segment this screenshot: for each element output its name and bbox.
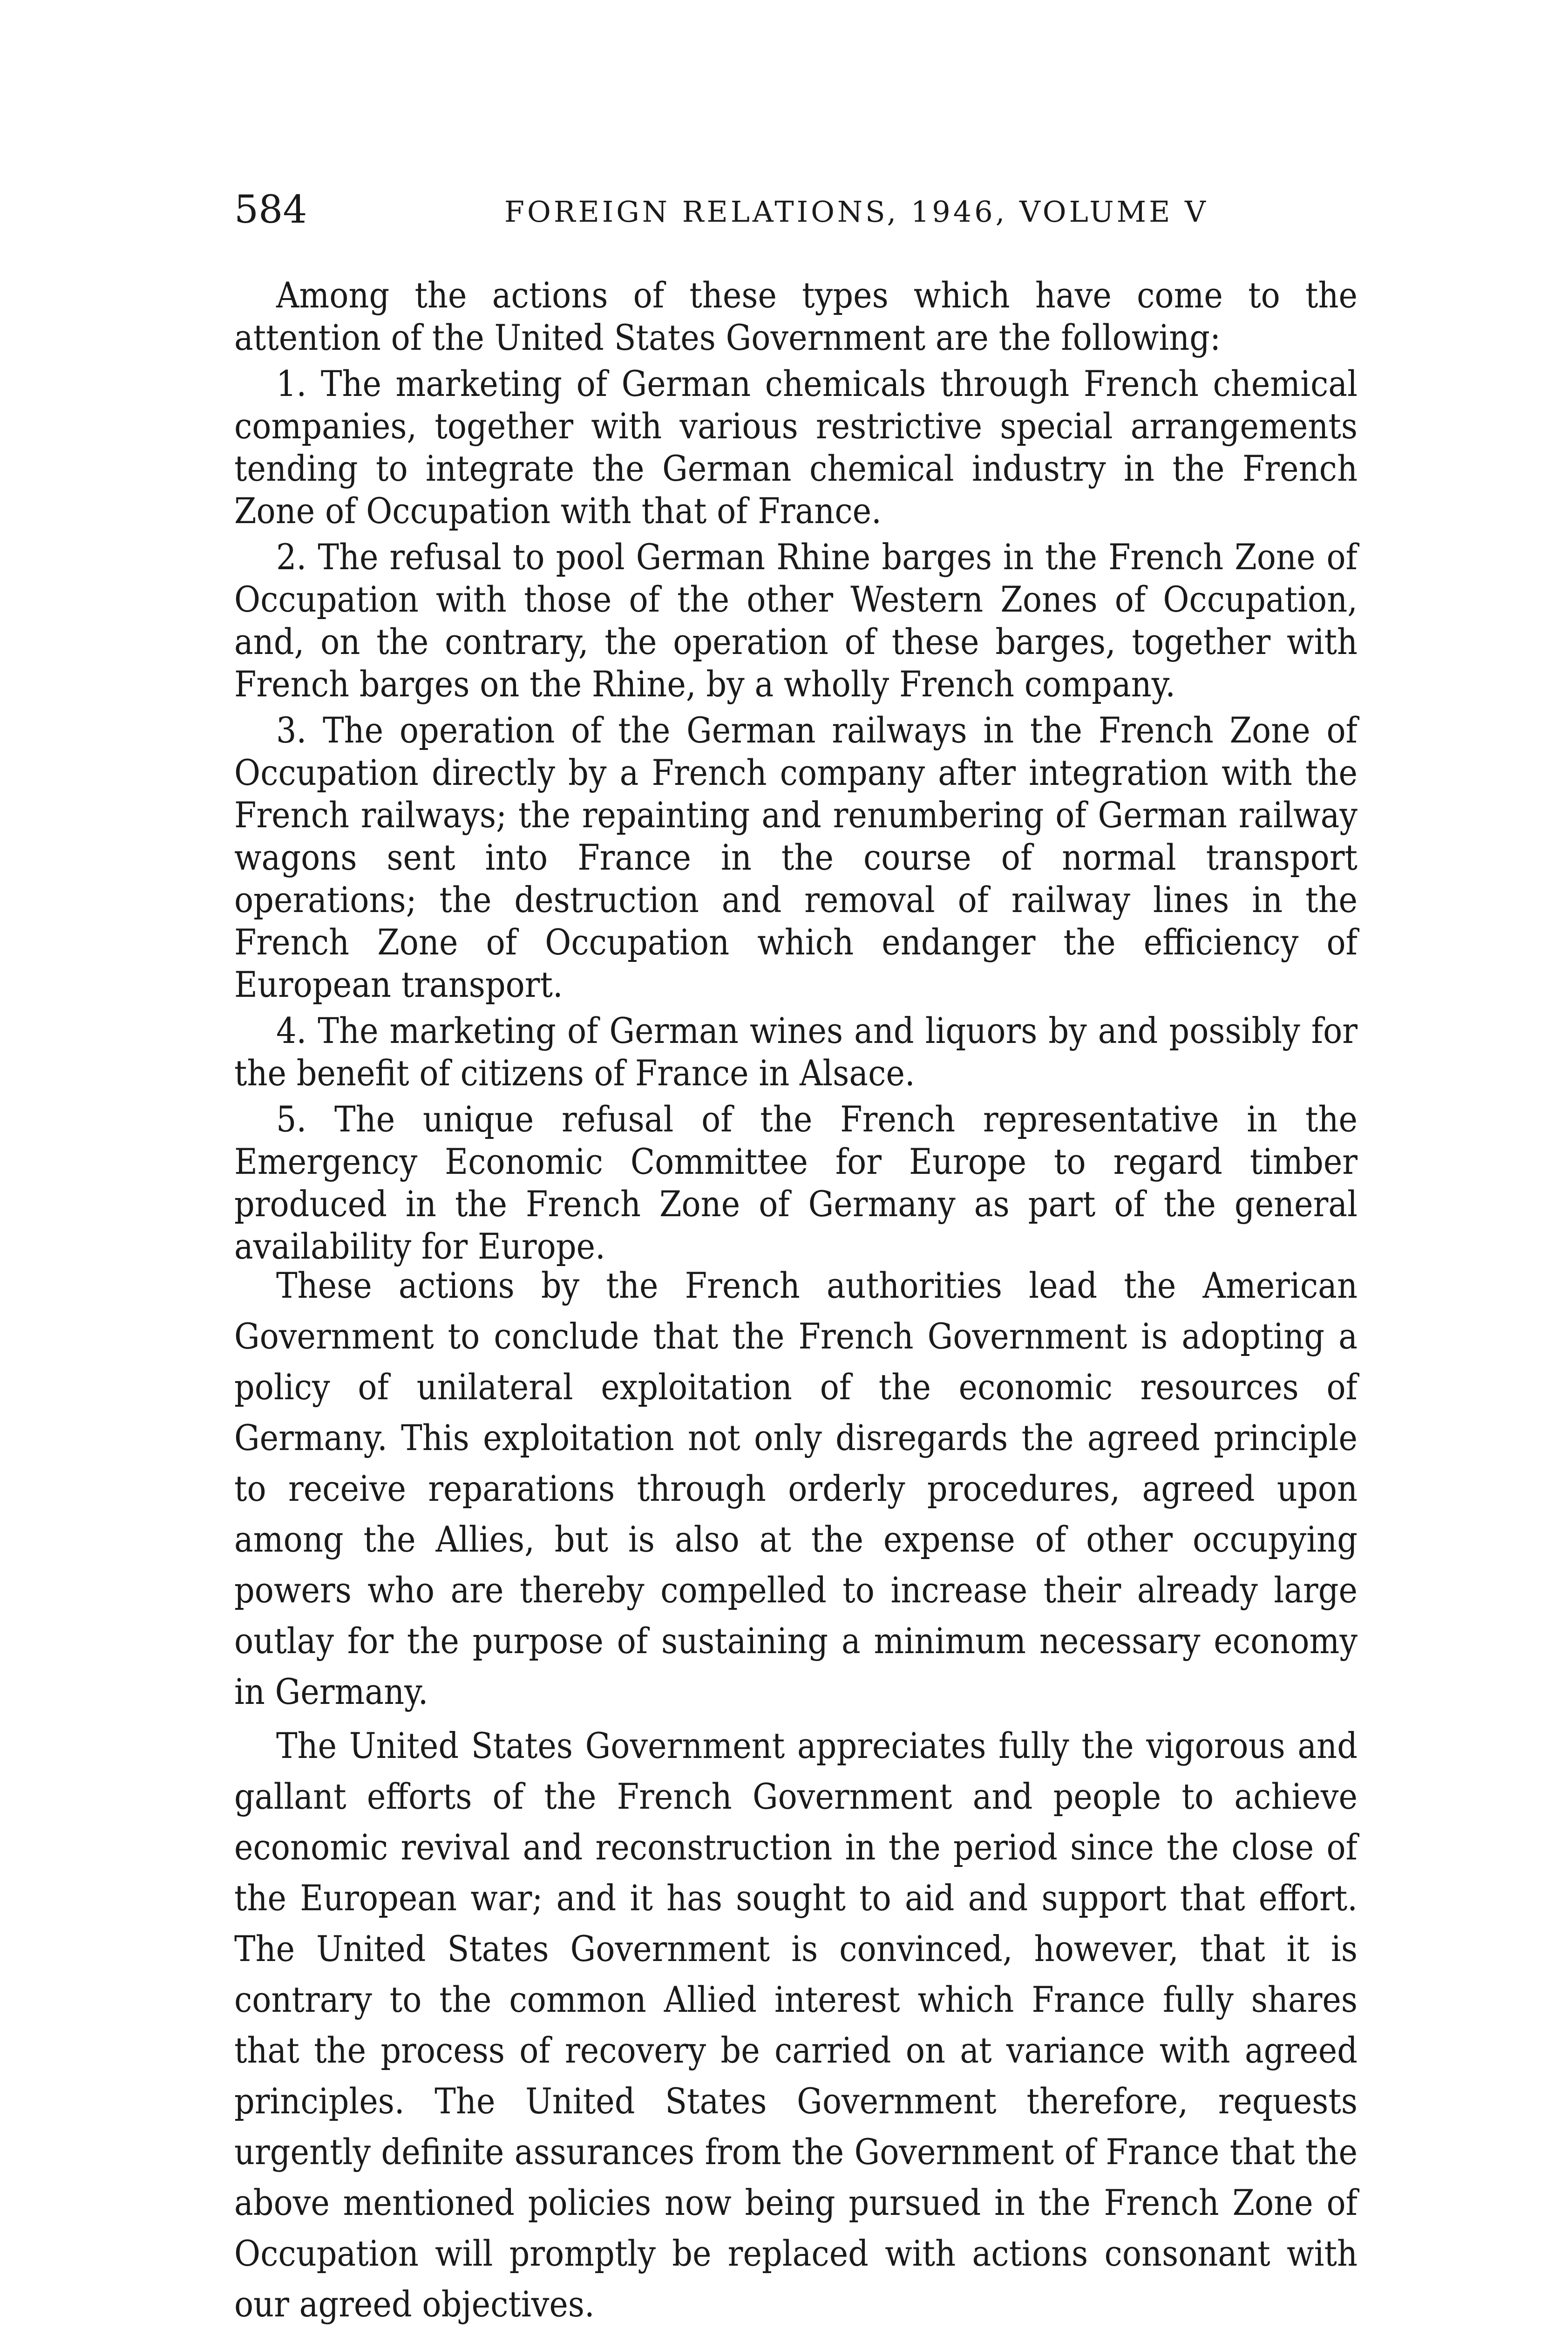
list-item: 4. The marketing of German wines and liquors by and possibly for the benefit of citizens of France in Alsace. xyxy=(234,1010,1358,1094)
actions-list-section xyxy=(234,270,1358,1267)
intro-paragraph: Among the actions of these types which have come to the attention of the United States Government are the following: xyxy=(234,274,1358,358)
body-paragraph: The United States Government appreciates fully the vigorous and gallant efforts of the French Government and people to achieve economic revival and reconstruction in the period since the close of the European war; and it has sought to aid and support that effort. The United States Government is convinced, however, that it is contrary to the common Allied interest which France fully shares that the process of recovery be carried on at variance with agreed principles. The United States Government therefore, requests urgently definite assurances from the Government of France that the above mentioned policies now being pursued in the French Zone of Occupation will promptly be replaced with actions consonant with our agreed objectives. xyxy=(234,1725,1358,2325)
body-section xyxy=(234,1260,1358,2329)
list-item: 3. The operation of the German railways in the French Zone of Occupation directly by a French company after integration with the French railways; the repainting and renumbering of German railway wagons sent into France in the course of normal transport operations; the destruction and removal of railway lines in the French Zone of Occupation which endanger the efficiency of European transport. xyxy=(234,709,1358,1005)
list-item: 5. The unique refusal of the French representative in the Emergency Economic Committee for Europe to regard timber produced in the French Zone of Germany as part of the general availability for Europe. xyxy=(234,1098,1358,1267)
page-number: 584 xyxy=(234,188,307,232)
page-header xyxy=(234,184,1361,240)
running-title: FOREIGN RELATIONS, 1946, VOLUME V xyxy=(504,195,1208,229)
body-paragraph: These actions by the French authorities lead the American Government to conclude that the French Government is adopting a policy of unilateral exploitation of the economic resources of Germany. This exploitation not only disregards the agreed principle to receive reparations through orderly procedures, agreed upon among the Allies, but is also at the expense of other occupying powers who are thereby compelled to increase their already large outlay for the purpose of sustaining a minimum necessary economy in Germany. xyxy=(234,1265,1358,1712)
list-item: 2. The refusal to pool German Rhine barges in the French Zone of Occupation with those of the other Western Zones of Occupation, and, on the contrary, the operation of these barges, together with French barges on the Rhine, by a wholly French company. xyxy=(234,536,1358,705)
list-item: 1. The marketing of German chemicals through French chemical companies, together with various restrictive special arrangements tending to integrate the German chemical industry in the French Zone of Occupation with that of France. xyxy=(234,363,1358,531)
